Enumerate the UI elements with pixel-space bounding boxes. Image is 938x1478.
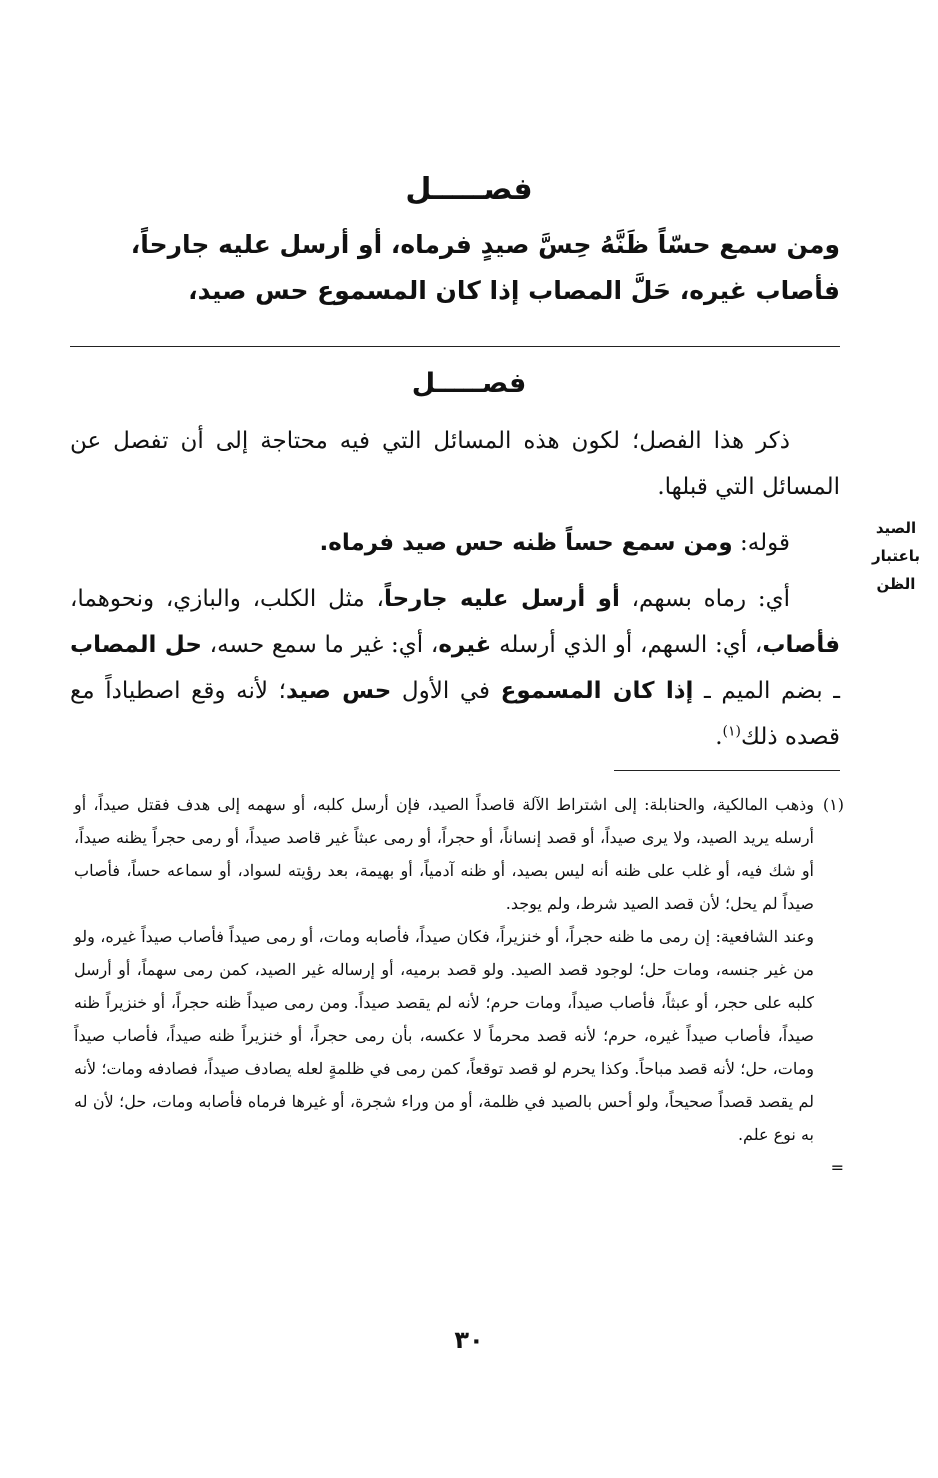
footnote-1: [74, 788, 844, 920]
main-section-heading: فصـــــل: [405, 172, 533, 207]
sharh-bold-run: غيره: [438, 632, 492, 658]
page-number: ٣٠: [454, 1326, 484, 1354]
margin-note-line: الظن: [876, 575, 916, 593]
sharh-paragraph-1: ذكر هذا الفصل؛ لكون هذه المسائل التي فيه محتاجة إلى أن تفصل عن المسائل التي قبلها.: [70, 428, 840, 500]
sharh-bold-run: إذا كان المسموع: [500, 678, 694, 704]
margin-note: [858, 514, 934, 598]
quoted-matn: ومن سمع حساً ظنه حس صيد فرماه.: [319, 530, 733, 556]
sharh-text-run: في الأول: [391, 678, 501, 704]
sharh-text-run: ؛ لأنه وقع اصطياداً مع قصده ذلك: [70, 678, 840, 750]
sharh-section-heading: فصـــــل: [411, 368, 527, 399]
sharh-bold-run: حل المصاب: [70, 632, 202, 658]
sharh-text-run: ، أي: غير ما سمع حسه،: [201, 632, 439, 658]
sharh-text-run: ، مثل الكلب، والبازي، ونحوهما،: [70, 586, 384, 612]
sharh-text-run: .: [715, 724, 723, 750]
footnote-reference[interactable]: (١): [722, 723, 741, 740]
sharh-text-run: أي: رماه بسهم،: [619, 586, 791, 612]
margin-note-line: الصيد: [875, 519, 917, 537]
footnote-paragraph-1: وذهب المالكية، والحنابلة: إلى اشتراط الآلة قاصداً الصيد، فإن أرسل كلبه، أو سهمه إلى هدف فقتل صيداً، أو أرسله يريد الصيد، ولا يرى صيداً، أو قصد إنساناً، أو حجراً، أو رمى عبثاً غير قاصد صيداً، أو رمى حجراً يظنه صيداً، أو شك فيه، أو غلب على ظنه أنه ليس بصيد، أو ظنه آدمياً، أو بهيمة، بعد رؤيته لسواد، أو سماعه حساً، فأصاب صيداً لم يحل؛ لأن قصد الصيد شرط، ولم يوجد.: [74, 795, 814, 913]
margin-note-line: باعتبار: [871, 547, 921, 565]
quote-lead: قوله:: [732, 530, 790, 556]
sharh-text-run: ـ بضم الميم ـ: [693, 678, 840, 704]
sharh-text: [70, 418, 840, 770]
matn-line-1: ومن سمع حسّاً ظَنَّهُ حِسَّ صيدٍ فرماه، أو أرسل عليه جارحاً،: [130, 230, 840, 259]
sharh-text-run: ، أي: السهم، أو الذي أرسله: [491, 632, 763, 658]
sharh-paragraph-2: [70, 520, 840, 566]
continuation-mark: =: [830, 1158, 844, 1177]
sharh-bold-run: فأصاب: [762, 632, 841, 658]
footnote-divider: [614, 770, 840, 771]
matn-line-2: فأصاب غيره، حَلَّ المصاب إذا كان المسموع حس صيد،: [188, 276, 840, 305]
footnote-1-continued: [74, 920, 844, 1151]
matn-divider: [70, 346, 840, 347]
matn-text: [70, 222, 840, 314]
footnote-paragraph-2: وعند الشافعية: إن رمى ما ظنه حجراً، أو خنزيراً، فكان صيداً، فأصابه ومات، أو رمى صيداً فأصاب صيداً غيره، ولو من غير جنسه، ومات حل؛ لوجود قصد الصيد. ولو قصد برميه، أو إرساله غير الصيد، كمن رمى سهماً، أو أرسل كلبه على حجر، أو عبثاً، فأصاب صيداً، ومات حرم؛ لأنه لم يقصد صيداً. ومن رمى صيداً ظنه حجراً، أو خنزيراً ظنه صيداً، فأصاب صيداً غيره، حرم؛ لأنه قصد محرماً لا عكسه، بأن رمى حجراً، أو خنزيراً ظنه صيداً، فأصاب صيداً ومات، حل؛ لأنه قصد مباحاً. وكذا يحرم لو قصد توقعاً، كمن رمى في ظلمةٍ لعله يصادف صيداً، فصادفه ومات؛ لأنه لم يقصد قصداً صحيحاً، ولو أحس بالصيد في ظلمة، أو من وراء شجرة، أو غيرها فرماه فأصابه ومات، حل؛ لأن له به نوع علم.: [74, 927, 814, 1144]
sharh-bold-run: أو أرسل عليه جارحاً: [383, 586, 620, 612]
footnote-number: (١): [822, 795, 844, 814]
sharh-bold-run: حس صيد: [285, 678, 392, 704]
sharh-paragraph-3: [70, 576, 840, 760]
footnotes: [74, 788, 844, 1184]
